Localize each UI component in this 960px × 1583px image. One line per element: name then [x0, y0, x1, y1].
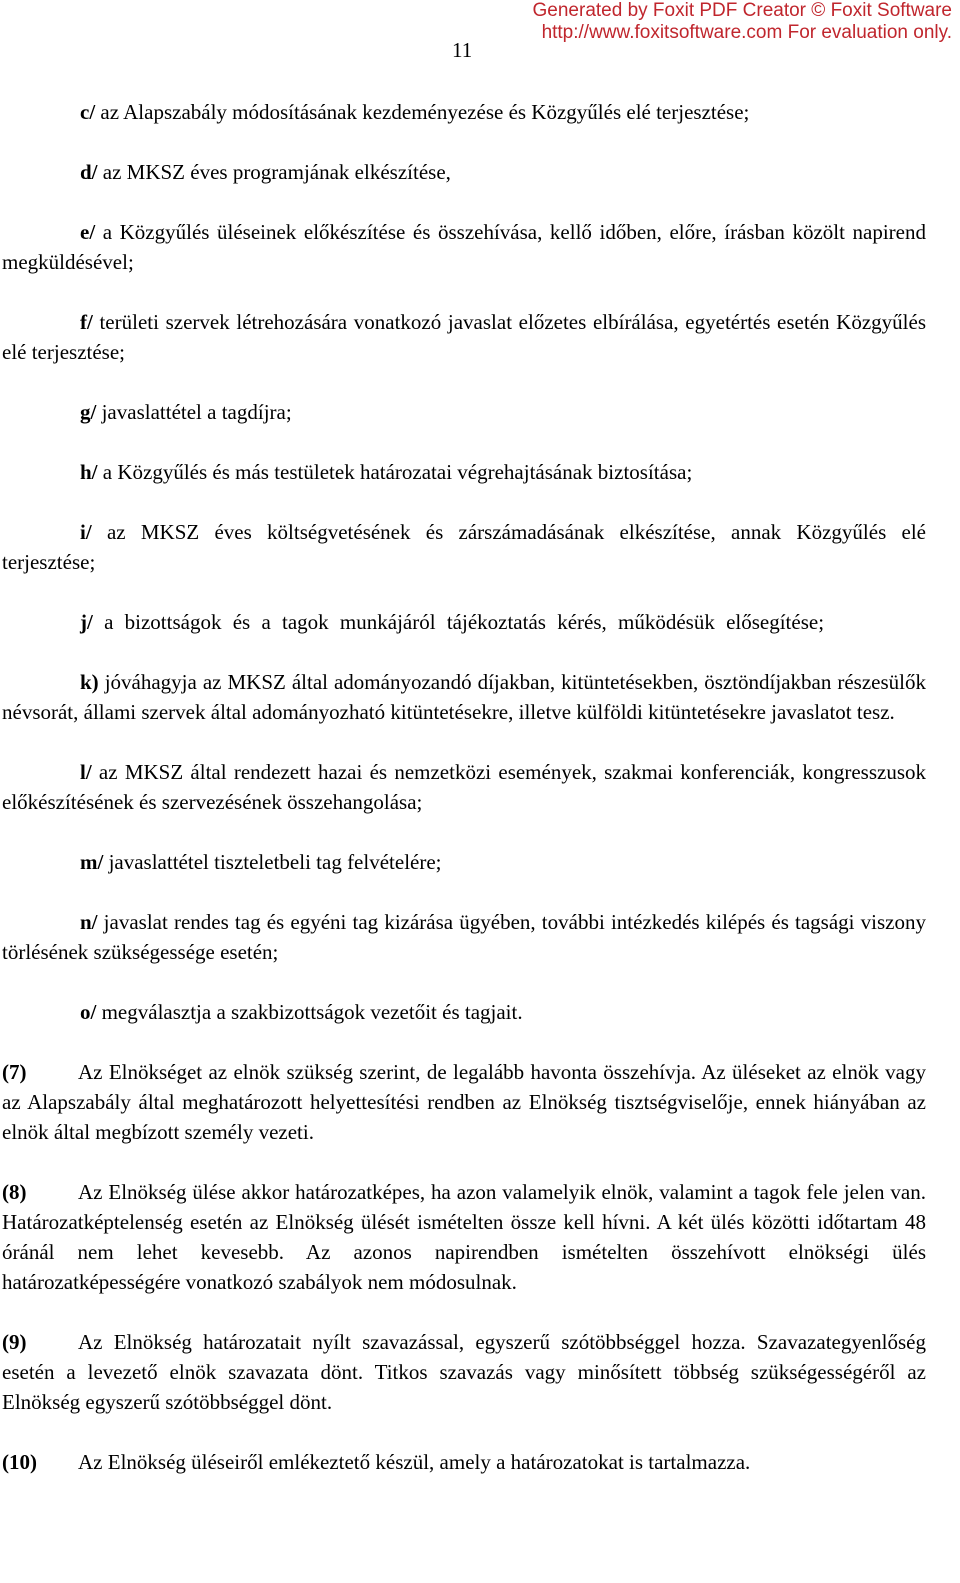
list-item — [2, 907, 926, 967]
numbered-section — [2, 1057, 926, 1147]
item-text: javaslat rendes tag és egyéni tag kizárása ügyében, további intézkedés kilépés és tagsági viszony törlésének szükségessége esetén; — [2, 910, 926, 964]
item-marker: m/ — [80, 850, 104, 874]
watermark-line-2: http://www.foxitsoftware.com For evaluation only. — [541, 22, 952, 43]
page-number: 11 — [452, 38, 473, 62]
item-text: az Alapszabály módosításának kezdeményezése és Közgyűlés elé terjesztése; — [95, 100, 750, 124]
item-marker: g/ — [80, 400, 97, 424]
numbered-section — [2, 1447, 926, 1477]
document-body — [2, 97, 926, 1507]
item-text: javaslattétel tiszteletbeli tag felvételére; — [103, 850, 442, 874]
item-text: megválasztja a szakbizottságok vezetőit és tagjait. — [96, 1000, 523, 1024]
watermark-line-1: Generated by Foxit PDF Creator © Foxit Software — [532, 0, 952, 21]
item-text: a bizottságok és a tagok munkájáról tájékoztatás kérés, működésük elősegítése; — [92, 610, 825, 634]
item-marker: n/ — [80, 910, 98, 934]
item-marker: h/ — [80, 460, 98, 484]
list-item — [2, 757, 926, 817]
numbered-section — [2, 1327, 926, 1417]
list-item — [2, 847, 926, 877]
pdf-creator-watermark — [533, 0, 952, 44]
numbered-section — [2, 1177, 926, 1297]
list-item — [2, 997, 926, 1027]
list-item — [2, 97, 926, 127]
list-item — [2, 457, 926, 487]
item-marker: j/ — [80, 610, 93, 634]
item-text: az MKSZ éves költségvetésének és zárszámadásának elkészítése, annak Közgyűlés elé terjesztése; — [2, 520, 926, 574]
section-number: (8) — [2, 1180, 27, 1204]
section-text: Az Elnökség ülése akkor határozatképes, ha azon valamelyik elnök, valamint a tagok fele jelen van. Határozatképtelenség esetén az Elnökség ülését ismételten össze kell hívni. A két ülés közötti időtartam 48 óránál nem lehet kevesebb. Az azonos napirendben ismételten összehívott elnökségi ülés határozatképességére vonatkozó szabályok nem módosulnak. — [2, 1180, 926, 1294]
item-marker: k) — [80, 670, 99, 694]
section-text: Az Elnökség határozatait nyílt szavazással, egyszerű szótöbbséggel hozza. Szavazategyenlőség esetén a levezető elnök szavazata dönt. Titkos szavazás vagy minősített többség szükségességéről az Elnökség egyszerű szótöbbséggel dönt. — [2, 1330, 926, 1414]
item-text: az MKSZ éves programjának elkészítése, — [97, 160, 451, 184]
item-text: a Közgyűlés üléseinek előkészítése és összehívása, kellő időben, előre, írásban közölt napirend megküldésével; — [2, 220, 926, 274]
item-marker: l/ — [80, 760, 92, 784]
section-number: (9) — [2, 1330, 27, 1354]
list-item — [2, 667, 926, 727]
list-item — [2, 157, 926, 187]
item-text: a Közgyűlés és más testületek határozatai végrehajtásának biztosítása; — [97, 460, 693, 484]
item-marker: o/ — [80, 1000, 97, 1024]
item-text: jóváhagyja az MKSZ által adományozandó díjakban, kitüntetésekben, ösztöndíjakban részesülők névsorát, állami szervek által adományozható kitüntetésekre, illetve külföldi kitüntetésekre javaslatot tesz. — [2, 670, 926, 724]
section-text: Az Elnökség üléseiről emlékeztető készül, amely a határozatokat is tartalmazza. — [78, 1450, 751, 1474]
item-text: az MKSZ által rendezett hazai és nemzetközi események, szakmai konferenciák, kongresszusok előkészítésének és szervezésének összehangolása; — [2, 760, 926, 814]
item-marker: f/ — [80, 310, 93, 334]
item-marker: c/ — [80, 100, 96, 124]
list-item — [2, 517, 926, 577]
section-text: Az Elnökséget az elnök szükség szerint, de legalább havonta összehívja. Az üléseket az elnök vagy az Alapszabály által meghatározott helyettesítési rendben az Elnökség tisztségviselője, ennek hiányában az elnök által megbízott személy vezeti. — [2, 1060, 926, 1144]
list-item — [2, 307, 926, 367]
item-marker: i/ — [80, 520, 92, 544]
list-item — [2, 607, 926, 637]
item-text: területi szervek létrehozására vonatkozó javaslat előzetes elbírálása, egyetértés esetén Közgyűlés elé terjesztése; — [2, 310, 926, 364]
section-number: (10) — [2, 1450, 37, 1474]
list-item — [2, 217, 926, 277]
item-text: javaslattétel a tagdíjra; — [96, 400, 292, 424]
section-number: (7) — [2, 1060, 27, 1084]
list-item — [2, 397, 926, 427]
item-marker: d/ — [80, 160, 98, 184]
item-marker: e/ — [80, 220, 96, 244]
